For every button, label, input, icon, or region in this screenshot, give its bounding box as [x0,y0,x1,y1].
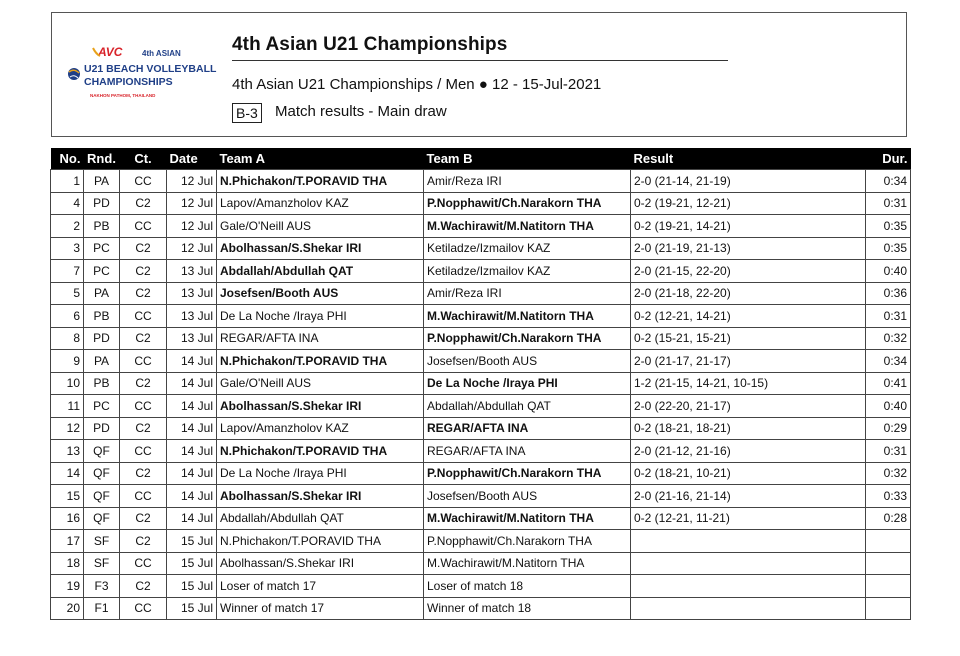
duration: 0:29 [866,417,911,440]
match-number: 17 [51,530,84,553]
header-duration: Dur. [866,148,911,170]
result [631,552,866,575]
round: F1 [84,597,120,620]
match-date: 12 Jul [167,237,217,260]
match-date: 15 Jul [167,530,217,553]
match-number: 9 [51,350,84,373]
round: F3 [84,575,120,598]
round: SF [84,530,120,553]
duration: 0:36 [866,282,911,305]
duration [866,575,911,598]
court: CC [120,597,167,620]
match-number: 16 [51,507,84,530]
team-a: REGAR/AFTA INA [217,327,424,350]
team-a: Abdallah/Abdullah QAT [217,260,424,283]
result: 2-0 (21-17, 21-17) [631,350,866,373]
team-b: M.Wachirawit/M.Natitorn THA [424,507,631,530]
round: PD [84,417,120,440]
round: PD [84,327,120,350]
court: CC [120,170,167,193]
court: CC [120,440,167,463]
match-date: 15 Jul [167,575,217,598]
round: PD [84,192,120,215]
round: PC [84,395,120,418]
table-row [51,372,911,395]
table-row [51,530,911,553]
table-row [51,552,911,575]
court: C2 [120,462,167,485]
page-subtitle: 4th Asian U21 Championships / Men ● 12 - 15-Jul-2021 [232,76,602,93]
result: 2-0 (21-18, 22-20) [631,282,866,305]
team-b: Ketiladze/Izmailov KAZ [424,237,631,260]
team-a: N.Phichakon/T.PORAVID THA [217,350,424,373]
duration: 0:32 [866,462,911,485]
logo-line2: CHAMPIONSHIPS [84,76,173,88]
team-b: M.Wachirawit/M.Natitorn THA [424,305,631,328]
team-a: Winner of match 17 [217,597,424,620]
result [631,575,866,598]
match-date: 14 Jul [167,440,217,463]
team-b: M.Wachirawit/M.Natitorn THA [424,215,631,238]
results-table [50,148,911,620]
round: QF [84,440,120,463]
table-row [51,327,911,350]
court: C2 [120,192,167,215]
match-number: 15 [51,485,84,508]
table-row [51,350,911,373]
table-row [51,170,911,193]
result: 2-0 (21-12, 21-16) [631,440,866,463]
round: PC [84,237,120,260]
match-number: 4 [51,192,84,215]
result: 2-0 (22-20, 21-17) [631,395,866,418]
results-body [51,170,911,620]
header-team-b: Team B [424,148,631,170]
page-title: 4th Asian U21 Championships [232,34,508,55]
result: 0-2 (18-21, 18-21) [631,417,866,440]
header-date: Date [167,148,217,170]
logo-edition: 4th ASIAN [142,49,181,58]
header-result: Result [631,148,866,170]
team-b: Amir/Reza IRI [424,282,631,305]
match-number: 3 [51,237,84,260]
team-b: Josefsen/Booth AUS [424,485,631,508]
document-label: Match results - Main draw [275,103,447,120]
round: PA [84,282,120,305]
table-row [51,575,911,598]
table-row [51,417,911,440]
match-date: 14 Jul [167,350,217,373]
match-date: 13 Jul [167,260,217,283]
team-a: De La Noche /Iraya PHI [217,462,424,485]
team-a: Abolhassan/S.Shekar IRI [217,485,424,508]
document-code: B-3 [232,103,262,123]
table-row [51,440,911,463]
court: CC [120,350,167,373]
team-a: N.Phichakon/T.PORAVID THA [217,170,424,193]
title-divider [232,60,728,61]
team-a: Lapov/Amanzholov KAZ [217,192,424,215]
team-b: P.Nopphawit/Ch.Narakorn THA [424,327,631,350]
duration: 0:41 [866,372,911,395]
team-b: Josefsen/Booth AUS [424,350,631,373]
match-date: 13 Jul [167,282,217,305]
round: QF [84,462,120,485]
table-row [51,237,911,260]
team-a: Lapov/Amanzholov KAZ [217,417,424,440]
duration: 0:35 [866,237,911,260]
team-a: Gale/O'Neill AUS [217,372,424,395]
court: C2 [120,417,167,440]
team-a: De La Noche /Iraya PHI [217,305,424,328]
match-date: 14 Jul [167,485,217,508]
result: 0-2 (15-21, 15-21) [631,327,866,350]
court: C2 [120,507,167,530]
result: 2-0 (21-16, 21-14) [631,485,866,508]
match-date: 15 Jul [167,552,217,575]
header-no: No. [51,148,84,170]
round: PA [84,170,120,193]
round: SF [84,552,120,575]
result [631,597,866,620]
table-row [51,395,911,418]
court: CC [120,305,167,328]
table-row [51,485,911,508]
duration: 0:40 [866,260,911,283]
team-b: M.Wachirawit/M.Natitorn THA [424,552,631,575]
court: C2 [120,327,167,350]
result: 0-2 (18-21, 10-21) [631,462,866,485]
team-a: Gale/O'Neill AUS [217,215,424,238]
team-a: Abolhassan/S.Shekar IRI [217,237,424,260]
table-header-row [51,148,911,170]
court: CC [120,395,167,418]
court: C2 [120,530,167,553]
team-a: Loser of match 17 [217,575,424,598]
duration [866,530,911,553]
championship-logo [62,44,222,106]
team-b: Amir/Reza IRI [424,170,631,193]
match-number: 14 [51,462,84,485]
round: PC [84,260,120,283]
match-date: 13 Jul [167,305,217,328]
logo-location: NAKHON PATHOM, THAILAND [90,93,156,98]
match-date: 12 Jul [167,170,217,193]
match-date: 12 Jul [167,192,217,215]
match-number: 19 [51,575,84,598]
match-number: 13 [51,440,84,463]
round: QF [84,507,120,530]
match-number: 6 [51,305,84,328]
duration: 0:31 [866,192,911,215]
match-number: 10 [51,372,84,395]
result: 2-0 (21-14, 21-19) [631,170,866,193]
match-date: 12 Jul [167,215,217,238]
result: 0-2 (19-21, 14-21) [631,215,866,238]
court: C2 [120,372,167,395]
team-a: Josefsen/Booth AUS [217,282,424,305]
table-row [51,215,911,238]
result: 2-0 (21-19, 21-13) [631,237,866,260]
court: C2 [120,237,167,260]
team-a: N.Phichakon/T.PORAVID THA [217,530,424,553]
match-number: 20 [51,597,84,620]
duration: 0:34 [866,350,911,373]
team-b: P.Nopphawit/Ch.Narakorn THA [424,530,631,553]
match-number: 18 [51,552,84,575]
duration: 0:33 [866,485,911,508]
match-number: 11 [51,395,84,418]
duration: 0:34 [866,170,911,193]
table-row [51,462,911,485]
result: 0-2 (12-21, 11-21) [631,507,866,530]
team-b: Winner of match 18 [424,597,631,620]
table-row [51,507,911,530]
team-b: Ketiladze/Izmailov KAZ [424,260,631,283]
match-date: 14 Jul [167,462,217,485]
table-row [51,282,911,305]
round: PB [84,215,120,238]
match-number: 8 [51,327,84,350]
result [631,530,866,553]
court: C2 [120,260,167,283]
team-b: Abdallah/Abdullah QAT [424,395,631,418]
result: 1-2 (21-15, 14-21, 10-15) [631,372,866,395]
duration: 0:28 [866,507,911,530]
duration: 0:31 [866,305,911,328]
team-b: P.Nopphawit/Ch.Narakorn THA [424,462,631,485]
court: CC [120,215,167,238]
round: PA [84,350,120,373]
team-a: Abolhassan/S.Shekar IRI [217,552,424,575]
court: CC [120,485,167,508]
court: C2 [120,575,167,598]
logo-line1: U21 BEACH VOLLEYBALL [84,63,217,75]
duration [866,552,911,575]
duration [866,597,911,620]
court: CC [120,552,167,575]
team-b: REGAR/AFTA INA [424,440,631,463]
duration: 0:35 [866,215,911,238]
match-date: 15 Jul [167,597,217,620]
table-row [51,192,911,215]
duration: 0:40 [866,395,911,418]
match-number: 5 [51,282,84,305]
team-a: Abolhassan/S.Shekar IRI [217,395,424,418]
result: 2-0 (21-15, 22-20) [631,260,866,283]
court: C2 [120,282,167,305]
table-row [51,597,911,620]
match-date: 13 Jul [167,327,217,350]
team-a: Abdallah/Abdullah QAT [217,507,424,530]
match-date: 14 Jul [167,372,217,395]
duration: 0:31 [866,440,911,463]
header-team-a: Team A [217,148,424,170]
team-b: REGAR/AFTA INA [424,417,631,440]
round: QF [84,485,120,508]
team-b: P.Nopphawit/Ch.Narakorn THA [424,192,631,215]
match-number: 1 [51,170,84,193]
team-a: N.Phichakon/T.PORAVID THA [217,440,424,463]
result: 0-2 (19-21, 12-21) [631,192,866,215]
match-date: 14 Jul [167,507,217,530]
logo-brand: AVC [98,45,123,59]
header-court: Ct. [120,148,167,170]
result: 0-2 (12-21, 14-21) [631,305,866,328]
match-number: 12 [51,417,84,440]
team-b: Loser of match 18 [424,575,631,598]
round: PB [84,372,120,395]
table-row [51,260,911,283]
round: PB [84,305,120,328]
match-number: 7 [51,260,84,283]
team-b: De La Noche /Iraya PHI [424,372,631,395]
match-date: 14 Jul [167,417,217,440]
header-round: Rnd. [84,148,120,170]
duration: 0:32 [866,327,911,350]
match-date: 14 Jul [167,395,217,418]
match-number: 2 [51,215,84,238]
table-row [51,305,911,328]
